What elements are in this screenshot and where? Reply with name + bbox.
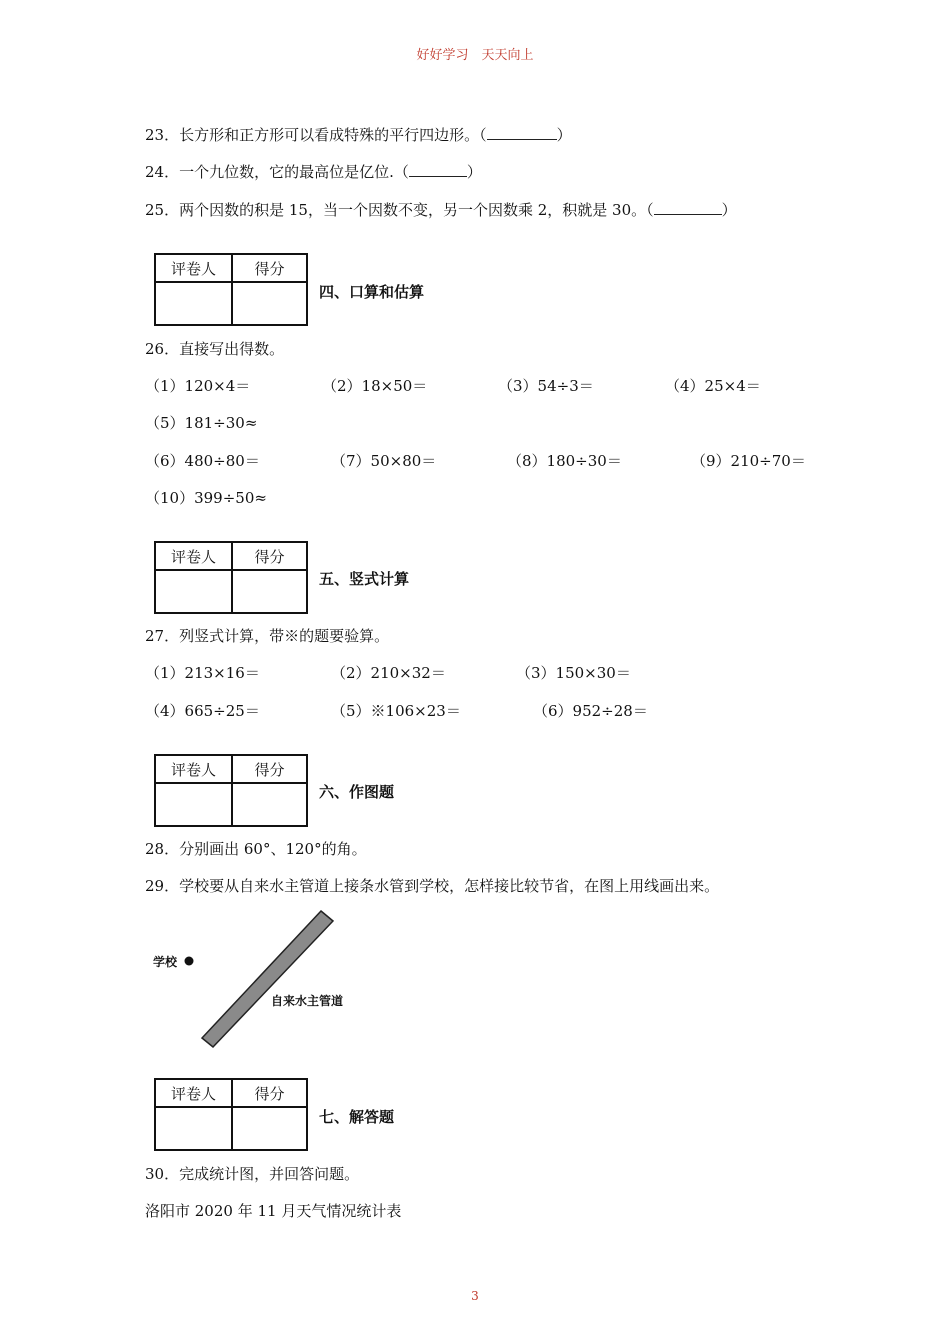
calc-item: （6）952÷28＝ [533,702,648,720]
page-header: 好好学习 天天向上 [416,48,534,63]
question-23-text: 23．长方形和正方形可以看成特殊的平行四边形。（ [145,126,487,144]
question-24 [145,161,482,182]
score-label: 得分 [254,761,285,779]
answer-blank[interactable] [409,162,467,177]
question-26-prompt: 26．直接写出得数。 [145,340,285,358]
water-main-pipe [202,911,333,1047]
reviewer-label: 评卷人 [170,260,216,278]
calc-item: （5）※106×23＝ [331,702,461,720]
score-label: 得分 [254,548,285,566]
close-paren: ） [466,163,482,181]
page-number: 3 [471,1289,479,1303]
school-dot [185,957,194,966]
calc-item: （4）25×4＝ [665,377,761,395]
question-23 [145,124,572,145]
section-title-5: 五、竖式计算 [319,570,410,588]
answer-blank[interactable] [654,200,722,215]
score-label: 得分 [254,260,285,278]
calc-item: （1）120×4＝ [145,377,251,395]
question-30: 30．完成统计图，并回答问题。 [145,1165,360,1183]
calc-item: （4）665÷25＝ [145,702,260,720]
calc-item: （1）213×16＝ [145,664,260,682]
reviewer-label: 评卷人 [170,1085,216,1103]
score-box [154,541,308,614]
calc-item: （8）180÷30＝ [507,452,622,470]
calc-item: （3）150×30＝ [516,664,631,682]
section-title-6: 六、作图题 [319,783,395,801]
question-28: 28．分别画出 60°、120°的角。 [145,840,367,858]
score-label: 得分 [254,1085,285,1103]
reviewer-label: 评卷人 [170,761,216,779]
answer-blank[interactable] [487,125,557,140]
question-24-text: 24．一个九位数，它的最高位是亿位.（ [145,163,409,181]
table-title: 洛阳市 2020 年 11 月天气情况统计表 [145,1202,402,1220]
pipe-diagram [145,905,385,1055]
score-box [154,253,308,326]
calc-item: （6）480÷80＝ [145,452,260,470]
reviewer-label: 评卷人 [170,548,216,566]
close-paren: ） [721,201,737,219]
question-29: 29．学校要从自来水主管道上接条水管到学校，怎样接比较节省，在图上用线画出来。 [145,877,720,895]
calc-item: （3）54÷3＝ [498,377,594,395]
score-box [154,1078,308,1151]
calc-item: （9）210÷70＝ [691,452,806,470]
pipe-label: 自来水主管道 [271,994,344,1008]
close-paren: ） [556,126,572,144]
question-25-text: 25．两个因数的积是 15，当一个因数不变，另一个因数乘 2，积就是 30。（ [145,201,654,219]
calc-item: （7）50×80＝ [331,452,437,470]
calc-item: （5）181÷30≈ [145,414,258,432]
school-label: 学校 [153,955,178,969]
score-box [154,754,308,827]
calc-item: （2）210×32＝ [331,664,446,682]
question-27-prompt: 27．列竖式计算，带※的题要验算。 [145,627,390,645]
calc-item: （2）18×50＝ [322,377,428,395]
question-25 [145,199,737,220]
section-title-7: 七、解答题 [319,1108,395,1126]
section-title-4: 四、口算和估算 [319,283,425,301]
calc-item: （10）399÷50≈ [145,489,267,507]
